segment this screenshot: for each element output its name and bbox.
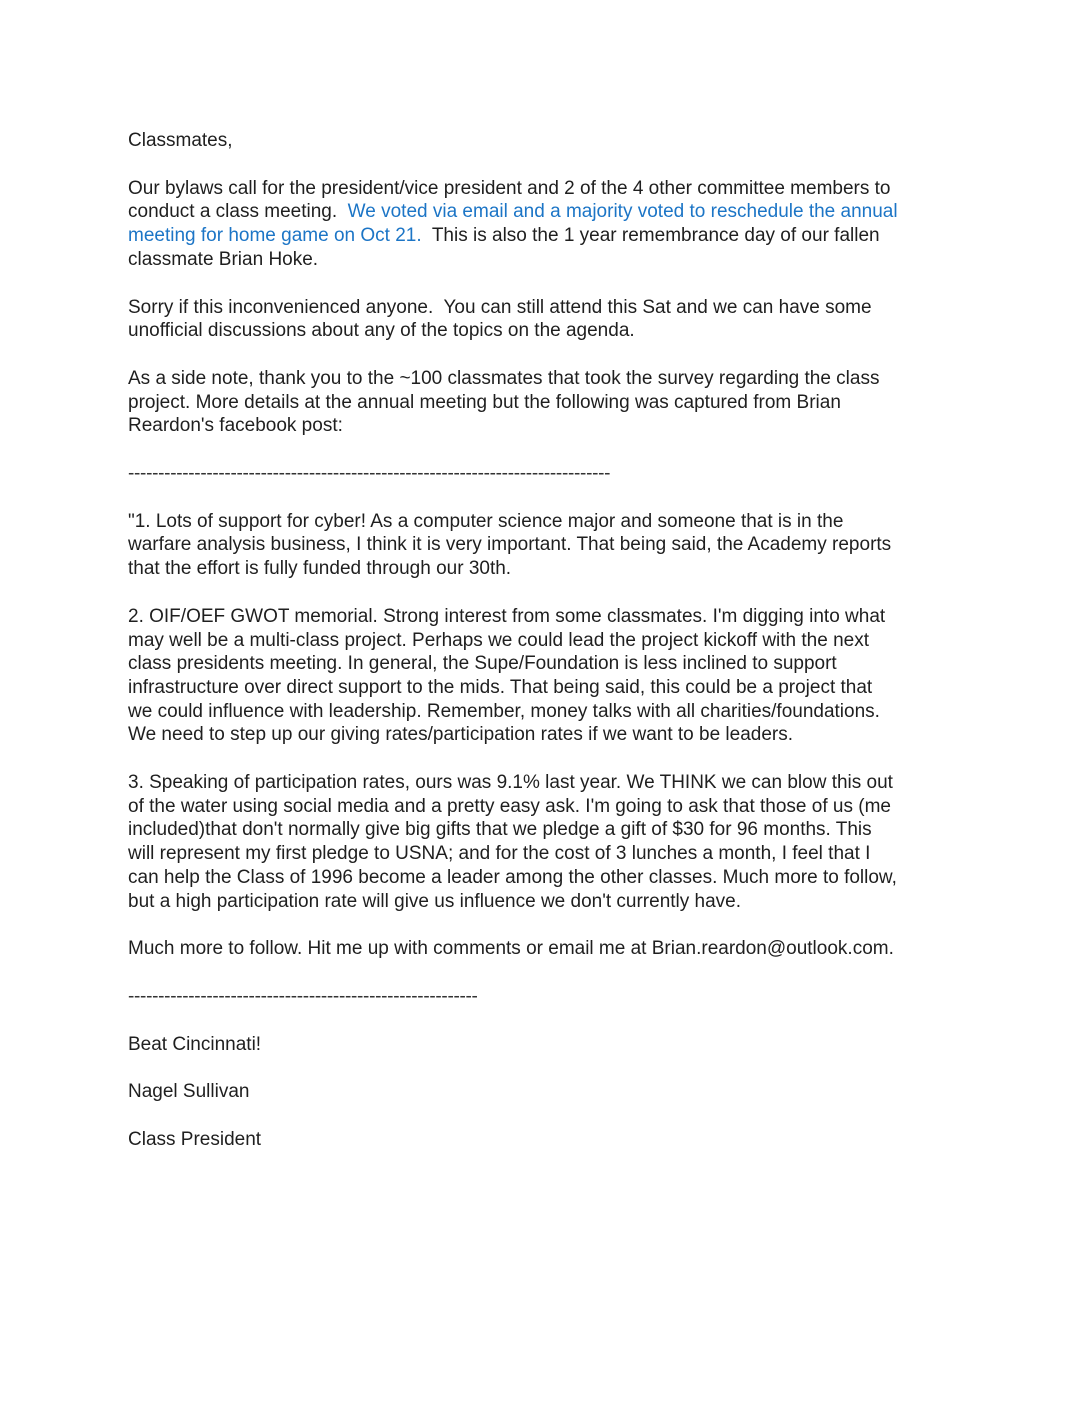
text-line: will represent my first pledge to USNA; and for the cost of 3 lunches a month, I feel that I — [128, 843, 871, 865]
quote-item-3 — [128, 771, 968, 913]
text-line: included)that don't normally give big gifts that we pledge a gift of $30 for 96 months. This — [128, 819, 872, 841]
text-line: classmate Brian Hoke. — [128, 248, 319, 270]
letter-body — [128, 129, 968, 1176]
text-line: 3. Speaking of participation rates, ours was 9.1% last year. We THINK we can blow this out — [128, 772, 893, 794]
signoff: Beat Cincinnati! — [128, 1033, 262, 1055]
text-line — [128, 224, 968, 248]
text-line — [128, 200, 968, 224]
text-line: can help the Class of 1996 become a leader among the other classes. Much more to follow, — [128, 866, 897, 888]
signer-title: Class President — [128, 1129, 262, 1151]
text-line: project. More details at the annual meeting but the following was captured from Brian — [128, 391, 841, 413]
divider-line: -------------------------------------------------------------------------------- — [128, 463, 611, 485]
text-line: "1. Lots of support for cyber! As a computer science major and someone that is in the — [128, 510, 844, 532]
text-line: Reardon's facebook post: — [128, 415, 343, 437]
text-line: As a side note, thank you to the ~100 classmates that took the survey regarding the class — [128, 367, 880, 389]
text-line: may well be a multi-class project. Perhaps we could lead the project kickoff with the next — [128, 629, 869, 651]
salutation: Classmates, — [128, 130, 233, 151]
text-plain: This is also the 1 year remembrance day of our fallen — [421, 225, 880, 247]
text-line: 2. OIF/OEF GWOT memorial. Strong interest from some classmates. I'm digging into what — [128, 605, 886, 627]
highlighted-text: meeting for home game on Oct 21. — [128, 225, 422, 247]
text-line: warfare analysis business, I think it is very important. That being said, the Academy reports — [128, 534, 892, 556]
text-line: but a high participation rate will give us influence we don't currently have. — [128, 890, 742, 912]
signer-name: Nagel Sullivan — [128, 1081, 250, 1103]
quote-closing: Much more to follow. Hit me up with comments or email me at Brian.reardon@outlook.com. — [128, 938, 894, 960]
text-line: class presidents meeting. In general, the Supe/Foundation is less inclined to support — [128, 653, 837, 675]
divider-line: ---------------------------------------------------------- — [128, 985, 478, 1007]
quote-item-1 — [128, 510, 968, 581]
text-line: Our bylaws call for the president/vice president and 2 of the 4 other committee members to — [128, 177, 891, 199]
text-line: we could influence with leadership. Remember, money talks with all charities/foundations. — [128, 700, 880, 722]
text-line: Sorry if this inconvenienced anyone. You can still attend this Sat and we can have some — [128, 296, 872, 318]
paragraph-survey-note — [128, 367, 968, 438]
text-plain: conduct a class meeting. — [128, 201, 348, 223]
text-line: that the effort is fully funded through our 30th. — [128, 558, 512, 580]
text-line: of the water using social media and a pretty easy ask. I'm going to ask that those of us (me — [128, 795, 891, 817]
text-line: unofficial discussions about any of the topics on the agenda. — [128, 320, 635, 342]
paragraph-apology — [128, 296, 968, 343]
paragraph-meeting-notice — [128, 177, 968, 272]
text-line: infrastructure over direct support to the mids. That being said, this could be a project that — [128, 676, 873, 698]
text-line: We need to step up our giving rates/participation rates if we want to be leaders. — [128, 724, 794, 746]
highlighted-text: We voted via email and a majority voted to reschedule the annual — [347, 201, 898, 223]
quote-item-2 — [128, 605, 968, 747]
